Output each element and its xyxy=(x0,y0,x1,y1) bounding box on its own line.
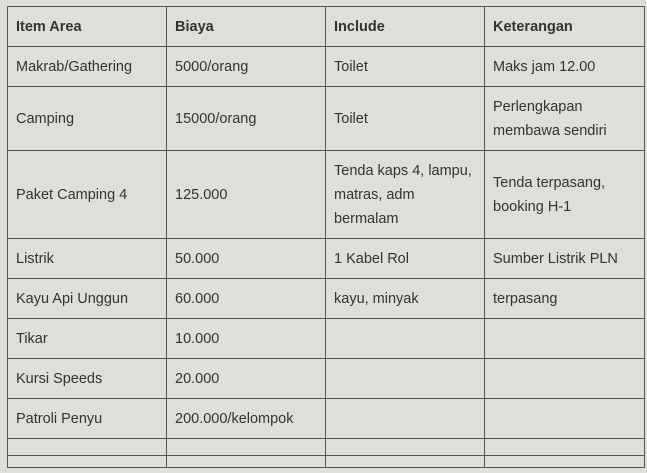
cell-item-area: Makrab/Gathering xyxy=(8,47,167,87)
cell-empty xyxy=(8,456,167,468)
table-row xyxy=(8,319,645,359)
cell-keterangan xyxy=(485,359,645,399)
table-row xyxy=(8,87,645,151)
cell-keterangan: terpasang xyxy=(485,279,645,319)
cell-biaya: 10.000 xyxy=(167,319,326,359)
cell-item-area: Kursi Speeds xyxy=(8,359,167,399)
cell-keterangan: Maks jam 12.00 xyxy=(485,47,645,87)
table-row xyxy=(8,359,645,399)
table-row xyxy=(8,47,645,87)
cell-item-area: Kayu Api Unggun xyxy=(8,279,167,319)
cell-empty xyxy=(326,456,485,468)
cell-biaya: 20.000 xyxy=(167,359,326,399)
header-include: Include xyxy=(326,7,485,47)
cell-empty xyxy=(8,439,167,456)
cell-empty xyxy=(485,456,645,468)
header-keterangan: Keterangan xyxy=(485,7,645,47)
cell-biaya: 60.000 xyxy=(167,279,326,319)
cell-include: Toilet xyxy=(326,47,485,87)
cell-include xyxy=(326,319,485,359)
header-item-area: Item Area xyxy=(8,7,167,47)
table-row-empty xyxy=(8,439,645,456)
cell-empty xyxy=(326,439,485,456)
price-table xyxy=(7,6,645,468)
table-header-row xyxy=(8,7,645,47)
cell-biaya: 125.000 xyxy=(167,151,326,239)
cell-empty xyxy=(167,456,326,468)
cell-empty xyxy=(485,439,645,456)
table-row xyxy=(8,399,645,439)
cell-item-area: Paket Camping 4 xyxy=(8,151,167,239)
table-row-empty xyxy=(8,456,645,468)
cell-keterangan: Tenda terpasang, booking H-1 xyxy=(485,151,645,239)
cell-biaya: 50.000 xyxy=(167,239,326,279)
cell-include: kayu, minyak xyxy=(326,279,485,319)
cell-keterangan xyxy=(485,399,645,439)
cell-keterangan: Sumber Listrik PLN xyxy=(485,239,645,279)
table-row xyxy=(8,279,645,319)
cell-biaya: 15000/orang xyxy=(167,87,326,151)
cell-include: Toilet xyxy=(326,87,485,151)
cell-empty xyxy=(167,439,326,456)
header-biaya: Biaya xyxy=(167,7,326,47)
cell-item-area: Patroli Penyu xyxy=(8,399,167,439)
cell-include xyxy=(326,359,485,399)
cell-include: 1 Kabel Rol xyxy=(326,239,485,279)
cell-biaya: 200.000/kelompok xyxy=(167,399,326,439)
table-row xyxy=(8,239,645,279)
table-row xyxy=(8,151,645,239)
cell-biaya: 5000/orang xyxy=(167,47,326,87)
cell-keterangan xyxy=(485,319,645,359)
cell-include xyxy=(326,399,485,439)
cell-include: Tenda kaps 4, lampu, matras, adm bermalam xyxy=(326,151,485,239)
cell-keterangan: Perlengkapan membawa sendiri xyxy=(485,87,645,151)
cell-item-area: Listrik xyxy=(8,239,167,279)
cell-item-area: Tikar xyxy=(8,319,167,359)
cell-item-area: Camping xyxy=(8,87,167,151)
